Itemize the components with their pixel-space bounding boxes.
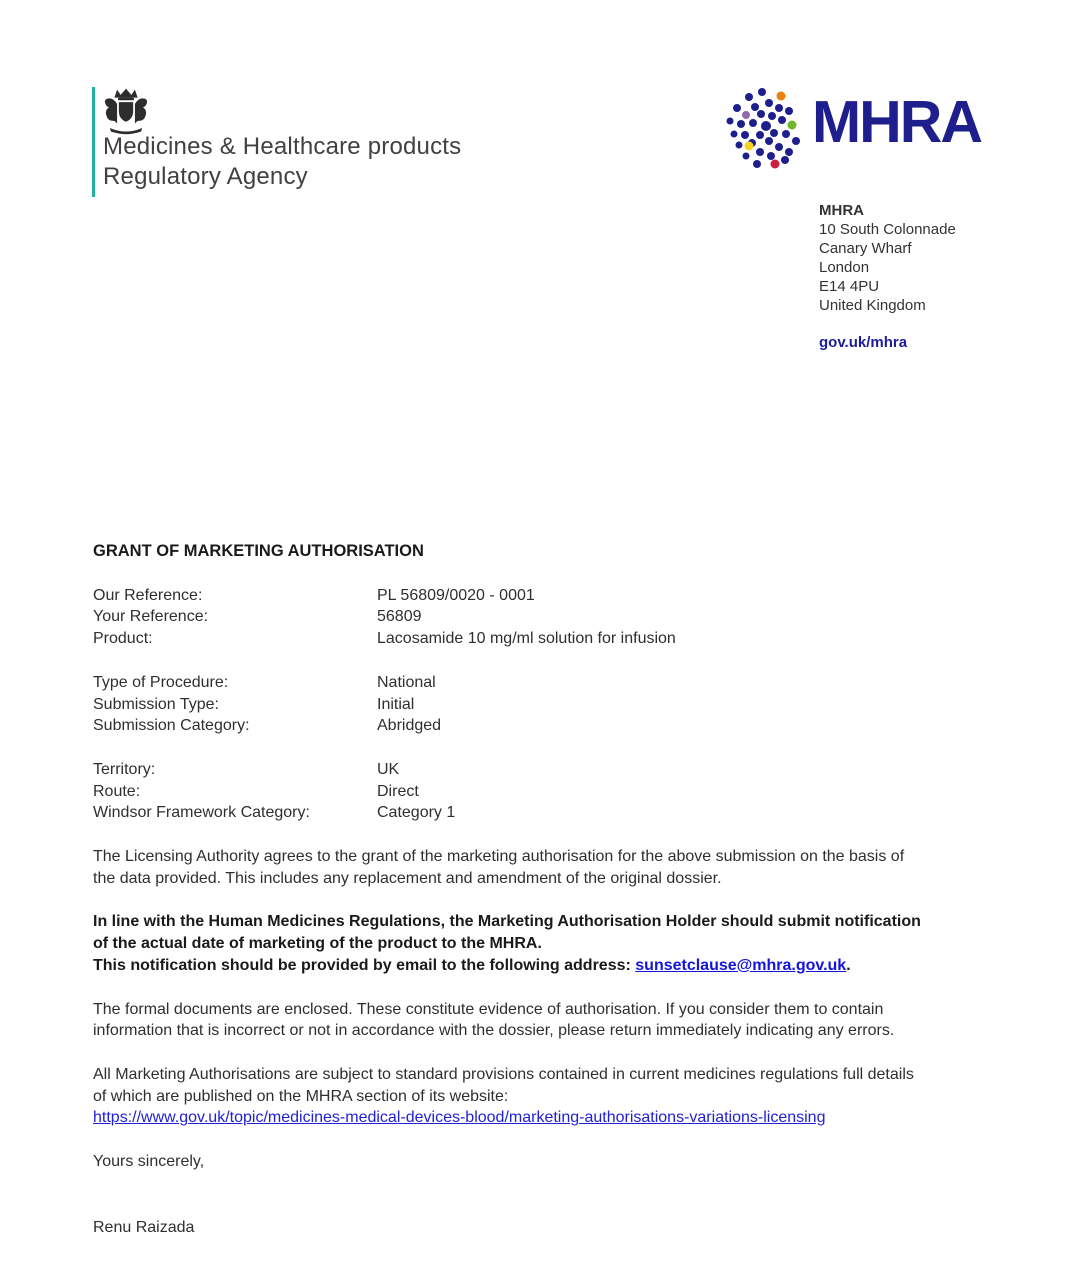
field-value: 56809 (377, 608, 422, 626)
valediction: Yours sincerely, (93, 1153, 205, 1171)
field-row (93, 585, 993, 607)
paragraph-standard-provisions (93, 1064, 993, 1129)
letter-body (93, 541, 993, 1238)
field-row (93, 694, 993, 716)
field-value: National (377, 673, 436, 691)
territory-field-group (93, 759, 993, 824)
text-line: All Marketing Authorisations are subject to standard provisions contained in current medicines regulations full details (93, 1065, 914, 1083)
paragraph-formal-documents (93, 999, 993, 1042)
address-line: London (819, 259, 870, 276)
brand-accent-bar (92, 87, 95, 197)
field-label: Route: (93, 782, 141, 800)
field-value: PL 56809/0020 - 0001 (377, 586, 535, 604)
field-row (93, 672, 993, 694)
text-line: information that is incorrect or not in accordance with the dossier, please return immediately indicating any errors. (93, 1022, 895, 1040)
text-line (93, 1107, 993, 1129)
field-label: Territory: (93, 760, 156, 778)
field-value: Direct (377, 782, 419, 800)
reference-field-group (93, 585, 993, 650)
mhra-website-link[interactable]: https://www.gov.uk/topic/medicines-medical-devices-blood/marketing-authorisations-variations-licensing (93, 1109, 826, 1127)
agency-name-line1: Medicines & Healthcare products (103, 133, 462, 160)
letter-title: GRANT OF MARKETING AUTHORISATION (93, 542, 424, 560)
text-line: the data provided. This includes any replacement and amendment of the original dossier. (93, 869, 722, 887)
field-row (93, 715, 993, 737)
address-name: MHRA (819, 202, 864, 219)
mhra-dots-icon (726, 84, 806, 178)
procedure-field-group (93, 672, 993, 737)
paragraph-grant (93, 846, 993, 889)
field-value: Category 1 (377, 804, 456, 822)
text-line: In line with the Human Medicines Regulations, the Marketing Authorisation Holder should submit notification (93, 913, 921, 931)
field-label: Type of Procedure: (93, 673, 229, 691)
gov-uk-mhra-link[interactable]: gov.uk/mhra (819, 334, 908, 351)
field-label: Submission Type: (93, 695, 219, 713)
mhra-wordmark: MHRA (812, 89, 981, 155)
signatory-name: Renu Raizada (93, 1218, 195, 1236)
field-row (93, 802, 993, 824)
field-value: UK (377, 760, 400, 778)
field-label: Windsor Framework Category: (93, 804, 310, 822)
text-line (93, 955, 993, 977)
field-label: Product: (93, 630, 153, 648)
text-line: The formal documents are enclosed. These constitute evidence of authorisation. If you consider them to contain (93, 1000, 884, 1018)
email-line-suffix: . (846, 956, 851, 974)
field-value: Abridged (377, 717, 442, 735)
sunset-clause-email-link[interactable]: sunsetclause@mhra.gov.uk (635, 956, 847, 974)
field-value: Lacosamide 10 mg/ml solution for infusion (377, 630, 676, 648)
field-row (93, 606, 993, 628)
email-line-prefix: This notification should be provided by email to the following address: (93, 956, 636, 974)
text-line: of the actual date of marketing of the product to the MHRA. (93, 935, 542, 953)
text-line: The Licensing Authority agrees to the grant of the marketing authorisation for the above submission on the basis of (93, 848, 905, 866)
text-line: of which are published on the MHRA section of its website: (93, 1087, 509, 1105)
address-line: Canary Wharf (819, 240, 912, 257)
field-row (93, 759, 993, 781)
address-line: E14 4PU (819, 278, 880, 295)
field-label: Submission Category: (93, 717, 250, 735)
field-row (93, 781, 993, 803)
royal-coat-of-arms-icon (101, 85, 151, 137)
address-line: 10 South Colonnade (819, 221, 956, 238)
field-value: Initial (377, 695, 415, 713)
agency-name (103, 132, 461, 192)
field-row (93, 628, 993, 650)
address-line: United Kingdom (819, 297, 926, 314)
paragraph-notification (93, 911, 993, 976)
address-block (819, 201, 956, 352)
field-label: Your Reference: (93, 608, 209, 626)
agency-name-line2: Regulatory Agency (103, 163, 308, 190)
field-label: Our Reference: (93, 586, 203, 604)
